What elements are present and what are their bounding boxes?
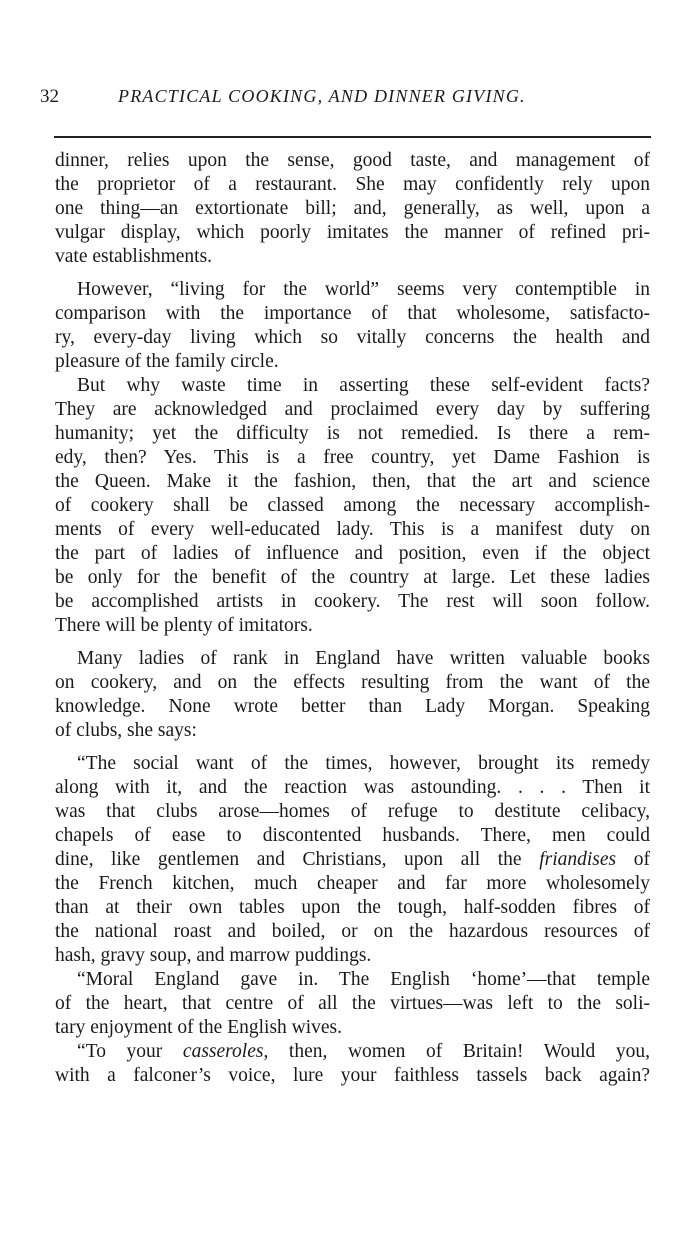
- text-line: [55, 920, 650, 944]
- text-line: [55, 350, 650, 374]
- text-line: [55, 896, 650, 920]
- text-line: [55, 494, 650, 518]
- text-line: [55, 542, 650, 566]
- text-segment: However, “living for the world” seems very contemptible in: [77, 279, 650, 300]
- text-segment: be accomplished artists in cookery. The rest will soon follow.: [55, 591, 650, 612]
- text-line: [55, 1040, 650, 1064]
- body-text: [55, 149, 650, 1088]
- text-line: [55, 944, 650, 968]
- text-segment: pleasure of the family circle.: [55, 351, 279, 372]
- text-segment: Many ladies of rank in England have written valuable books: [77, 648, 650, 669]
- text-segment: There will be plenty of imitators.: [55, 615, 313, 636]
- text-segment: comparison with the importance of that wholesome, satisfacto-: [55, 303, 650, 324]
- text-line: [55, 968, 650, 992]
- text-line: [55, 302, 650, 326]
- text-segment: the Queen. Make it the fashion, then, that the art and science: [55, 471, 650, 492]
- text-segment: edy, then? Yes. This is a free country, yet Dame Fashion is: [55, 447, 650, 468]
- text-segment: They are acknowledged and proclaimed every day by suffering: [55, 399, 650, 420]
- text-segment: humanity; yet the difficulty is not remedied. Is there a rem-: [55, 423, 650, 444]
- text-segment: of: [616, 849, 650, 870]
- text-line: [55, 173, 650, 197]
- text-segment: “Moral England gave in. The English ‘home’—that temple: [77, 969, 650, 990]
- text-line: [55, 671, 650, 695]
- text-line: [55, 518, 650, 542]
- text-segment: than at their own tables upon the tough, half-sodden fibres of: [55, 897, 650, 918]
- page-number: 32: [40, 86, 59, 107]
- text-line: [55, 776, 650, 800]
- text-segment: hash, gravy soup, and marrow puddings.: [55, 945, 372, 966]
- text-line: [55, 197, 650, 221]
- text-segment: be only for the benefit of the country at large. Let these ladies: [55, 567, 650, 588]
- text-segment: tary enjoyment of the English wives.: [55, 1017, 343, 1038]
- text-line: [55, 1064, 650, 1088]
- text-segment: one thing—an extortionate bill; and, generally, as well, upon a: [55, 198, 650, 219]
- text-line: [55, 470, 650, 494]
- text-line: [55, 800, 650, 824]
- text-segment: , then, women of Britain! Would you,: [263, 1041, 650, 1062]
- text-line: [55, 614, 650, 638]
- text-line: [55, 446, 650, 470]
- text-segment: vate establishments.: [55, 246, 213, 267]
- text-line: [55, 719, 650, 743]
- text-segment: was that clubs arose—homes of refuge to destitute celibacy,: [55, 801, 650, 822]
- text-segment: dinner, relies upon the sense, good taste, and management of: [55, 150, 650, 171]
- text-segment: with a falconer’s voice, lure your faithless tassels back again?: [55, 1065, 650, 1086]
- text-line: [55, 278, 650, 302]
- text-line: [55, 422, 650, 446]
- text-segment: along with it, and the reaction was astounding. . . . Then it: [55, 777, 650, 798]
- text-line: [55, 695, 650, 719]
- text-line: [55, 374, 650, 398]
- text-line: [55, 752, 650, 776]
- text-line: [55, 1016, 650, 1040]
- text-line: [55, 398, 650, 422]
- text-line: [55, 149, 650, 173]
- text-segment: the part of ladies of influence and position, even if the object: [55, 543, 650, 564]
- running-title: PRACTICAL COOKING, AND DINNER GIVING.: [118, 86, 526, 106]
- text-line: [55, 245, 650, 269]
- italic-term: casseroles: [182, 1041, 264, 1062]
- text-line: [55, 221, 650, 245]
- text-segment: But why waste time in asserting these self-evident facts?: [77, 375, 650, 396]
- text-line: [55, 992, 650, 1016]
- text-line: [55, 566, 650, 590]
- text-segment: knowledge. None wrote better than Lady Morgan. Speaking: [55, 696, 650, 717]
- text-segment: dine, like gentlemen and Christians, upon all the: [55, 849, 540, 870]
- text-segment: ry, every-day living which so vitally concerns the health and: [55, 327, 650, 348]
- text-line: [55, 326, 650, 350]
- text-segment: of clubs, she says:: [55, 720, 197, 741]
- text-segment: chapels of ease to discontented husbands. There, men could: [55, 825, 650, 846]
- text-segment: “The social want of the times, however, brought its remedy: [77, 753, 650, 774]
- text-segment: of cookery shall be classed among the necessary accomplish-: [55, 495, 650, 516]
- text-segment: the national roast and boiled, or on the hazardous resources of: [55, 921, 650, 942]
- text-line: [55, 848, 650, 872]
- text-segment: the proprietor of a restaurant. She may confidently rely upon: [55, 174, 650, 195]
- text-segment: the French kitchen, much cheaper and far more wholesomely: [55, 873, 650, 894]
- text-line: [55, 824, 650, 848]
- text-segment: of the heart, that centre of all the virtues—was left to the soli-: [55, 993, 650, 1014]
- text-line: [55, 590, 650, 614]
- text-segment: ments of every well-educated lady. This is a manifest duty on: [55, 519, 650, 540]
- text-line: [55, 647, 650, 671]
- text-segment: vulgar display, which poorly imitates the manner of refined pri-: [55, 222, 650, 243]
- text-line: [55, 872, 650, 896]
- text-segment: “To your: [77, 1041, 183, 1062]
- text-segment: on cookery, and on the effects resulting from the want of the: [55, 672, 650, 693]
- header-rule: [54, 136, 651, 138]
- italic-term: friandises: [539, 849, 617, 870]
